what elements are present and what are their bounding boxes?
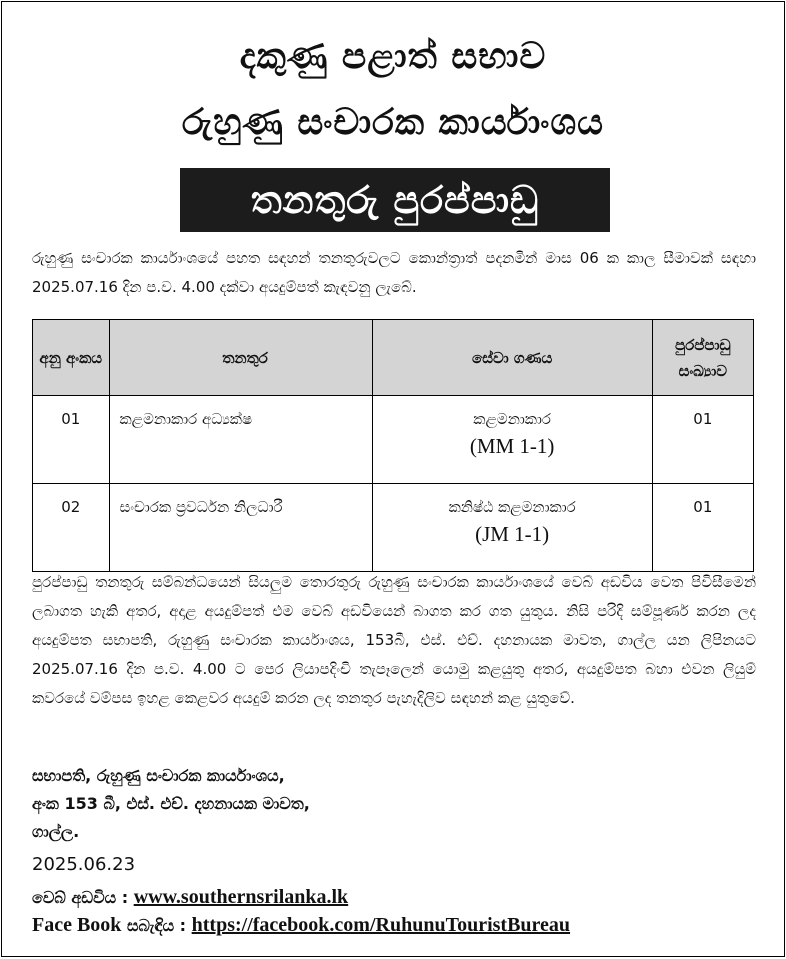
- service-code: (MM 1-1): [469, 434, 555, 458]
- row-serial-no: 02: [33, 484, 110, 572]
- notice-date: 2025.06.23: [32, 854, 136, 875]
- row-service: [372, 484, 652, 572]
- address-line: සභාපති, රුහුණු සංචාරක කාර්යාංශය,: [32, 766, 285, 785]
- table-row: [33, 396, 754, 484]
- table-row: [33, 484, 754, 572]
- service-code: (JM 1-1): [475, 522, 550, 546]
- row-post: කළමනාකාර අධ්‍යක්ෂ: [109, 396, 372, 484]
- header-vacancy-count: පුරප්පාඩු සංඛ්‍යාව: [652, 320, 753, 396]
- row-vacancy-count: 01: [652, 396, 753, 484]
- intro-paragraph: රුහුණු සංචාරක කාර්යාංශයේ පහත සඳහන් තනතුරුවලට කොන්ත්‍රාත් පදනමින් මාස 06 ක කාල සීමාවක් සඳහා 2025.07.16 දින ප.ව. 4.00 දක්වා අයදුම්පත් කැඳවනු ලැබේ.: [32, 249, 756, 296]
- row-service: [372, 396, 652, 484]
- address-block: [32, 762, 310, 846]
- bureau-title: රුහුණු සංචාරක කාර්යාංශය: [182, 102, 604, 143]
- council-title: දකුණු පළාත් සභාව: [239, 36, 547, 77]
- header-service: සේවා ගණය: [372, 320, 652, 396]
- website-label: වෙබ් අඩවිය :: [32, 888, 129, 907]
- row-vacancy-count: 01: [652, 484, 753, 572]
- service-name: කනිෂ්ඨ කළමනාකාර: [448, 498, 576, 516]
- table-header-row: [33, 320, 754, 396]
- address-line: අංක 153 බී, එස්. එච්. දහනායක මාවත,: [32, 794, 310, 813]
- notice-page: [1, 1, 785, 957]
- instructions-paragraph: පුරප්පාඩු තනතුරු සම්බන්ධයෙන් සියලුම තොරතුරු රුහුණු සංචාරක කාර්යාංශයේ වෙබ් අඩවිය වෙත පිවිසීමෙන් ලබාගත හැකි අතර, අදාළ අයදුම්පත් එම වෙබ් අඩවියෙන් බාගත කර ගත යුතුය. නිසි පරිදි සම්පූර්ණ කරන ලද අයදුම්පත සභාපති, රුහුණු සංචාරක කාර්යාංශය, 153බී, එස්. එච්. දහනායක මාවත, ගාල්ල යන ලිපිනයට 2025.07.16 දින ප.ව. 4.00 ට පෙර ලියාපදිංචි තැපෑලෙන් යොමු කළයුතු අතර, අයදුම්පත බහා එවන ලියුම් කවරයේ වම්පස ඉහළ කෙළවර අයදුම් කරන ලද තනතුර පැහැදිලිව සඳහන් කළ යුතුවේ.: [32, 573, 756, 707]
- facebook-label: Face Book: [32, 914, 122, 936]
- facebook-label-si: සබැඳිය :: [127, 916, 187, 935]
- facebook-link[interactable]: https://facebook.com/RuhunuTouristBureau: [191, 914, 571, 936]
- vacancy-table: [32, 319, 754, 572]
- row-post: සංචාරක ප්‍රවර්ධන නිලධාරී: [109, 484, 372, 572]
- header-post: තනතුර: [109, 320, 372, 396]
- facebook-line: [32, 914, 570, 937]
- header-serial-no: අනු අංකය: [33, 320, 110, 396]
- vacancies-banner: තනතුරු පුරප්පාඩු: [180, 168, 610, 232]
- website-line: [32, 886, 348, 909]
- service-name: කළමනාකාර: [473, 410, 551, 428]
- website-link[interactable]: www.southernsrilanka.lk: [133, 886, 349, 908]
- address-line: ගාල්ල.: [32, 822, 80, 841]
- row-serial-no: 01: [33, 396, 110, 484]
